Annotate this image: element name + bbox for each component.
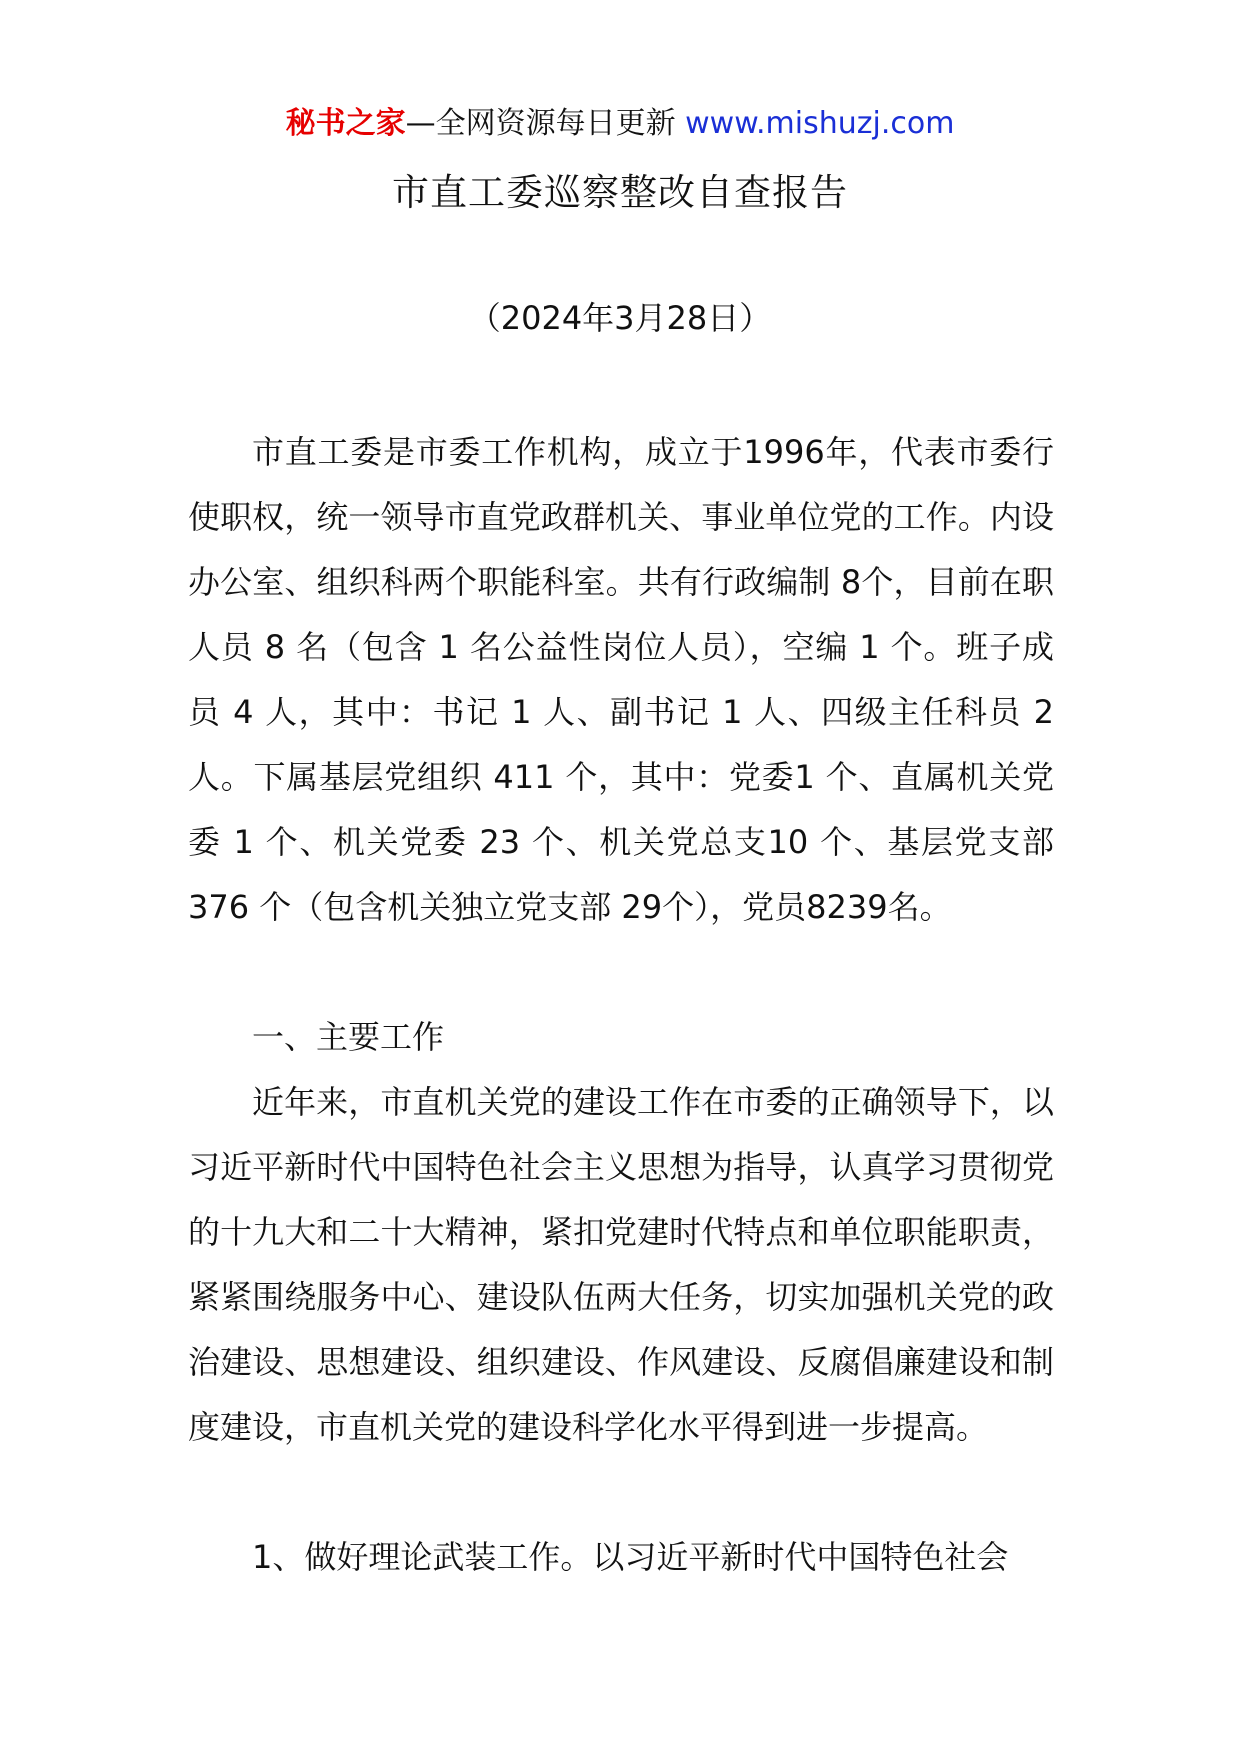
section-heading-text: 一、主要工作 — [252, 1018, 445, 1056]
site-watermark-header — [0, 104, 1240, 144]
recent-work-paragraph-text: 近年来，市直机关党的建设工作在市委的正确领导下，以习近平新时代中国特色社会主义思想为指导，认真学习贯彻党的十九大和二十大精神，紧扣党建时代特点和单位职能职责，紧紧围绕服务中心、建设队伍两大任务，切实加强机关党的政治建设、思想建设、组织建设、作风建设、反腐倡廉建设和制度建设，市直机关党的建设科学化水平得到进一步提高。 — [188, 1083, 1054, 1446]
item-one-paragraph-text: 1、做好理论武装工作。以习近平新时代中国特色社会 — [252, 1538, 1009, 1576]
document-title: 市直工委巡察整改自查报告 — [392, 171, 848, 214]
document-date: （2024年3月28日） — [468, 299, 772, 337]
intro-paragraph-text: 市直工委是市委工作机构，成立于1996年，代表市委行使职权，统一领导市直党政群机关、事业单位党的工作。内设办公室、组织科两个职能科室。共有行政编制 8个，目前在职人员 8 名（包含 1 名公益性岗位人员），空编 1 个。班子成员 4 人，其中：书记 1 人、副书记 1 人、四级主任科员 2 人。下属基层党组织 411 个，其中：党委1 个、直属机关党委 1 个、机关党委 23 个、机关党总支10 个、基层党支部 376 个（包含机关独立党支部 29个），党员8239名。 — [188, 433, 1054, 926]
watermark-url-link[interactable]: www.mishuzj.com — [685, 106, 955, 141]
intro-paragraph — [188, 420, 1054, 940]
recent-work-paragraph — [188, 1070, 1054, 1460]
watermark-brand: 秘书之家 — [285, 106, 406, 141]
watermark-slogan: —全网资源每日更新 — [405, 106, 686, 141]
section-heading — [188, 1005, 1054, 1070]
item-one-paragraph — [188, 1525, 1054, 1590]
